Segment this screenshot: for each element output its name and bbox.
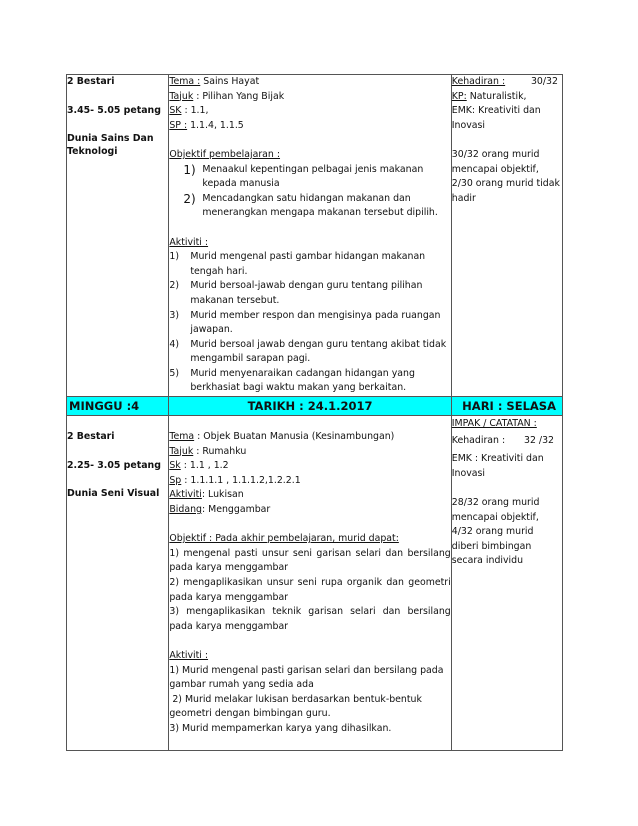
- row1-tema: Tema : Sains Hayat: [169, 76, 260, 87]
- week-header-row: [67, 397, 563, 416]
- row1-activity-list: [169, 250, 450, 396]
- row1-attendance: Kehadiran : 30/32: [451, 76, 558, 87]
- row2-tema: Tema : Objek Buatan Manusia (Kesinambungan): [169, 431, 395, 443]
- row1-time: 3.45- 5.05 petang: [67, 104, 161, 116]
- row2-activity-item: 2) Murid melakar lukisan berdasarkan bentuk-bentuk geometri dengan bimbingan guru.: [169, 693, 425, 720]
- activity-item: 2) Murid bersoal-jawab dengan guru tentang pilihan makanan tersebut.: [169, 280, 423, 306]
- row1-title: Dunia Sains Dan Teknologi: [67, 133, 154, 158]
- row1-objective-heading: Objektif pembelajaran :: [169, 148, 281, 160]
- row1-activity-heading: Aktiviti :: [169, 236, 209, 248]
- activity-item: 4) Murid bersoal jawab dengan guru tentang akibat tidak mengambil sarapan pagi.: [169, 338, 447, 365]
- lesson-row-2: [67, 416, 563, 751]
- row2-activity-item: 1) Murid mengenal pasti garisan selari dan bersilang pada gambar rumah yang sedia ada: [169, 664, 444, 691]
- row1-emk: EMK: Kreativiti dan Inovasi: [451, 105, 541, 131]
- week-cell: MINGGU :4: [67, 397, 169, 416]
- objective-item: 1) Menaakul kepentingan pelbagai jenis makanan kepada manusia: [183, 162, 424, 190]
- row2-class-cell: [67, 416, 169, 751]
- row2-bidang: Bidang: Menggambar: [169, 504, 271, 516]
- row2-objective-item: 2) mengaplikasikan unsur seni rupa organik dan geometri pada karya menggambar: [169, 577, 451, 603]
- row1-note: 30/32 orang murid mencapai objektif, 2/30 orang murid tidak hadir: [451, 148, 560, 204]
- row1-sk: SK : 1.1,: [169, 105, 209, 117]
- row2-objective-heading: Objektif : Pada akhir pembelajaran, murid dapat:: [169, 533, 399, 545]
- row2-emk: EMK : Kreativiti dan Inovasi: [451, 453, 544, 479]
- row2-sp: Sp : 1.1.1.1 , 1.1.1.2,1.2.2.1: [169, 474, 301, 486]
- row2-sk: Sk : 1.1 , 1.2: [169, 460, 229, 472]
- row2-impak: IMPAK / CATATAN :: [451, 418, 537, 430]
- row2-activity-heading: Aktiviti :: [169, 649, 209, 661]
- row2-tajuk: Tajuk : Rumahku: [169, 445, 247, 457]
- row2-content-cell: [169, 416, 451, 751]
- activity-item: 3) Murid member respon dan mengisinya pada ruangan jawapan.: [169, 309, 441, 336]
- row1-sp: SP : 1.1.4, 1.1.5: [169, 119, 244, 131]
- row2-aktiviti: Aktiviti: Lukisan: [169, 489, 244, 501]
- row2-subject: 2 Bestari: [67, 431, 115, 443]
- day-cell: HARI : SELASA: [451, 397, 562, 416]
- activity-item: 1) Murid mengenal pasti gambar hidangan makanan tengah hari.: [169, 251, 426, 277]
- date-cell: TARIKH : 24.1.2017: [169, 397, 451, 416]
- lesson-row-1: [67, 75, 563, 397]
- row2-objective-item: 1) mengenal pasti unsur seni garisan selari dan bersilang pada karya menggambar: [169, 547, 451, 574]
- row2-time: 2.25- 3.05 petang: [67, 459, 161, 471]
- row1-tajuk: Tajuk : Pilihan Yang Bijak: [169, 90, 285, 102]
- row2-activity-item: 3) Murid mempamerkan karya yang dihasilkan.: [169, 722, 392, 734]
- row1-subject: 2 Bestari: [67, 76, 115, 87]
- row1-content-cell: [169, 75, 451, 397]
- row1-class-cell: [67, 75, 169, 397]
- row1-objective-list: [169, 163, 450, 221]
- row2-attendance: Kehadiran : 32 /32: [451, 434, 554, 446]
- objective-item: 2) Mencadangkan satu hidangan makanan dan menerangkan mengapa makanan tersebut dipilih.: [183, 191, 438, 219]
- lesson-plan-table: [66, 74, 563, 751]
- activity-item: 5) Murid menyenaraikan cadangan hidangan yang berkhasiat bagi waktu makan yang berkaitan.: [169, 367, 415, 394]
- row2-notes-cell: [451, 416, 562, 751]
- row2-objective-item: 3) mengaplikasikan teknik garisan selari dan bersilang pada karya menggambar: [169, 606, 451, 632]
- row2-note: 28/32 orang murid mencapai objektif, 4/32 orang murid diberi bimbingan secara individu: [451, 497, 540, 567]
- row2-title: Dunia Seni Visual: [67, 488, 160, 500]
- row1-notes-cell: [451, 75, 562, 397]
- row1-kp: KP: Naturalistik,: [451, 90, 527, 102]
